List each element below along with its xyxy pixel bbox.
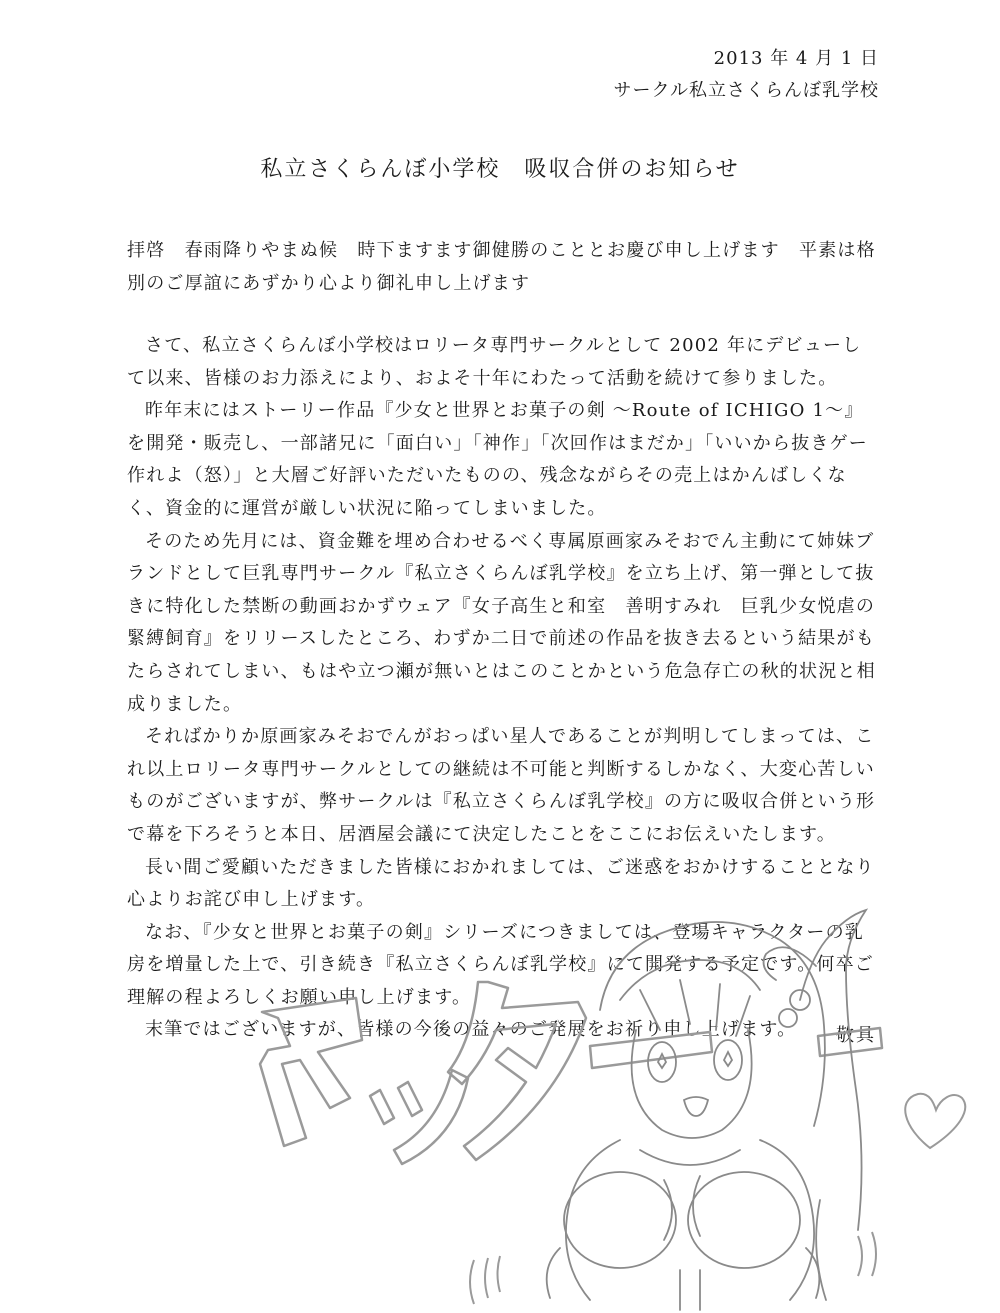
body-paragraph-1: さて、私立さくらんぼ小学校はロリータ専門サークルとして 2002 年にデビューして以来、皆様のお力添えにより、およそ十年にわたって活動を続けて参りました。 [127,335,862,389]
letter-date: 2013 年 4 月 1 日 [713,48,879,69]
body-paragraph-2: 昨年末にはストーリー作品『少女と世界とお菓子の剣 〜Route of ICHIGO 1〜』を開発・販売し、一部諸兄に「面白い」「神作」「次回作はまだか」「いいから抜きゲー作れよ（怒）」と大層ご好評いただいたものの、残念ながらその売上はかんばしくなく、資金的に運営が厳しい状況に陥ってしまいました。 [127,400,868,519]
letter-body [127,330,877,1047]
body-paragraph-4: そればかりか原画家みそおでんがおっぱい星人であることが判明してしまっては、これ以上ロリータ専門サークルとしての継続は不可能と判断するしかなく、大変心苦しいものがございますが、弊サークルは『私立さくらんぼ乳学校』の方に吸収合併という形で幕を下ろそうと本日、居酒屋会議にて決定したことをここにお伝えいたします。 [127,726,876,845]
closing-signature: 敬具 [836,1025,876,1046]
greeting-paragraph: 拝啓 春雨降りやまぬ候 時下ますます御健勝のこととお慶び申し上げます 平素は格別のご厚誼にあずかり心より御礼申し上げます [127,240,876,294]
body-paragraph-7: 末筆ではございますが、皆様の今後の益々のご発展をお祈り申し上げます。 [145,1019,797,1041]
body-paragraph-6: なお、『少女と世界とお菓子の剣』シリーズにつきましては、登場キャラクターの乳房を増量した上で、引き続き『私立さくらんぼ乳学校』にて開発する予定です。何卒ご理解の程よろしくお願い申し上げます。 [127,921,874,1008]
motion-lines [470,1232,876,1304]
heart-icon [905,1094,965,1148]
issuer-name: サークル私立さくらんぼ乳学校 [613,80,879,101]
body-paragraph-5: 長い間ご愛顧いただきました皆様におかれましては、ご迷惑をおかけすることとなり心よりお詫び申し上げます。 [127,856,875,911]
page-title: 私立さくらんぼ小学校 吸収合併のお知らせ [260,157,740,182]
body-paragraph-3: そのため先月には、資金難を埋め合わせるべく専属原画家みそおでん主動にて姉妹ブランドとして巨乳専門サークル『私立さくらんぼ乳学校』を立ち上げ、第一弾として抜きに特化した禁断の動画おかずウェア『女子高生と和室 善明すみれ 巨乳少女悦虐の緊縛飼育』をリリースしたところ、わずか二日で前述の作品を抜き去るという結果がもたらされてしまい、もはや立つ瀬が無いとはこのことかという危急存亡の秋的状況と相成りました。 [127,530,876,715]
